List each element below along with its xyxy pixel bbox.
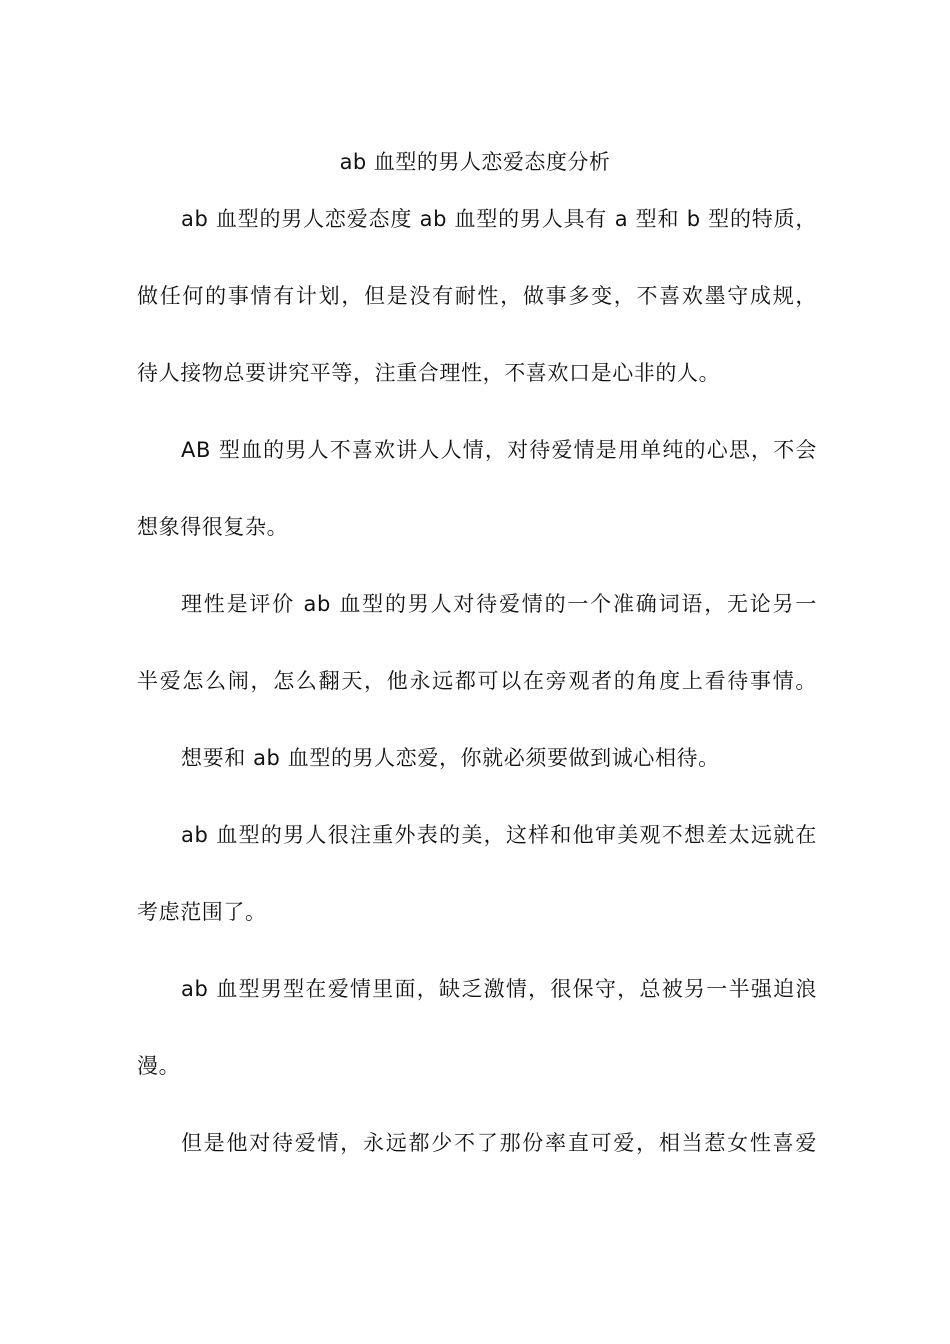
paragraph-7-line-1: 但是他对待爱情，永远都少不了那份率直可爱，相当惹女性喜爱	[181, 1131, 817, 1155]
paragraph-2-line-1: AB 型血的男人不喜欢讲人人情，对待爱情是用单纯的心思，不会	[181, 438, 817, 462]
document-title: ab 血型的男人恋爱态度分析	[339, 150, 611, 174]
paragraph-6-line-2: 漫。	[137, 1054, 181, 1078]
paragraph-2-line-2: 想象得很复杂。	[137, 515, 289, 539]
paragraph-5-line-1: ab 血型的男人很注重外表的美，这样和他审美观不想差太远就在	[181, 823, 817, 847]
paragraph-6-line-1: ab 血型男型在爱情里面，缺乏激情，很保守，总被另一半强迫浪	[181, 977, 817, 1001]
paragraph-5-line-2: 考虑范围了。	[137, 900, 267, 924]
paragraph-1-line-1: ab 血型的男人恋爱态度 ab 血型的男人具有 a 型和 b 型的特质，	[181, 207, 817, 231]
paragraph-1-line-3: 待人接物总要讲究平等，注重合理性，不喜欢口是心非的人。	[137, 361, 721, 385]
paragraph-4-line-1: 想要和 ab 血型的男人恋爱，你就必须要做到诚心相待。	[181, 746, 720, 770]
paragraph-3-line-1: 理性是评价 ab 血型的男人对待爱情的一个准确词语，无论另一	[181, 592, 817, 616]
paragraph-3-line-2: 半爱怎么闹，怎么翻天，他永远都可以在旁观者的角度上看待事情。	[137, 669, 817, 693]
document-body	[137, 203, 817, 1204]
paragraph-1-line-2: 做任何的事情有计划，但是没有耐性，做事多变，不喜欢墨守成规，	[137, 284, 817, 308]
